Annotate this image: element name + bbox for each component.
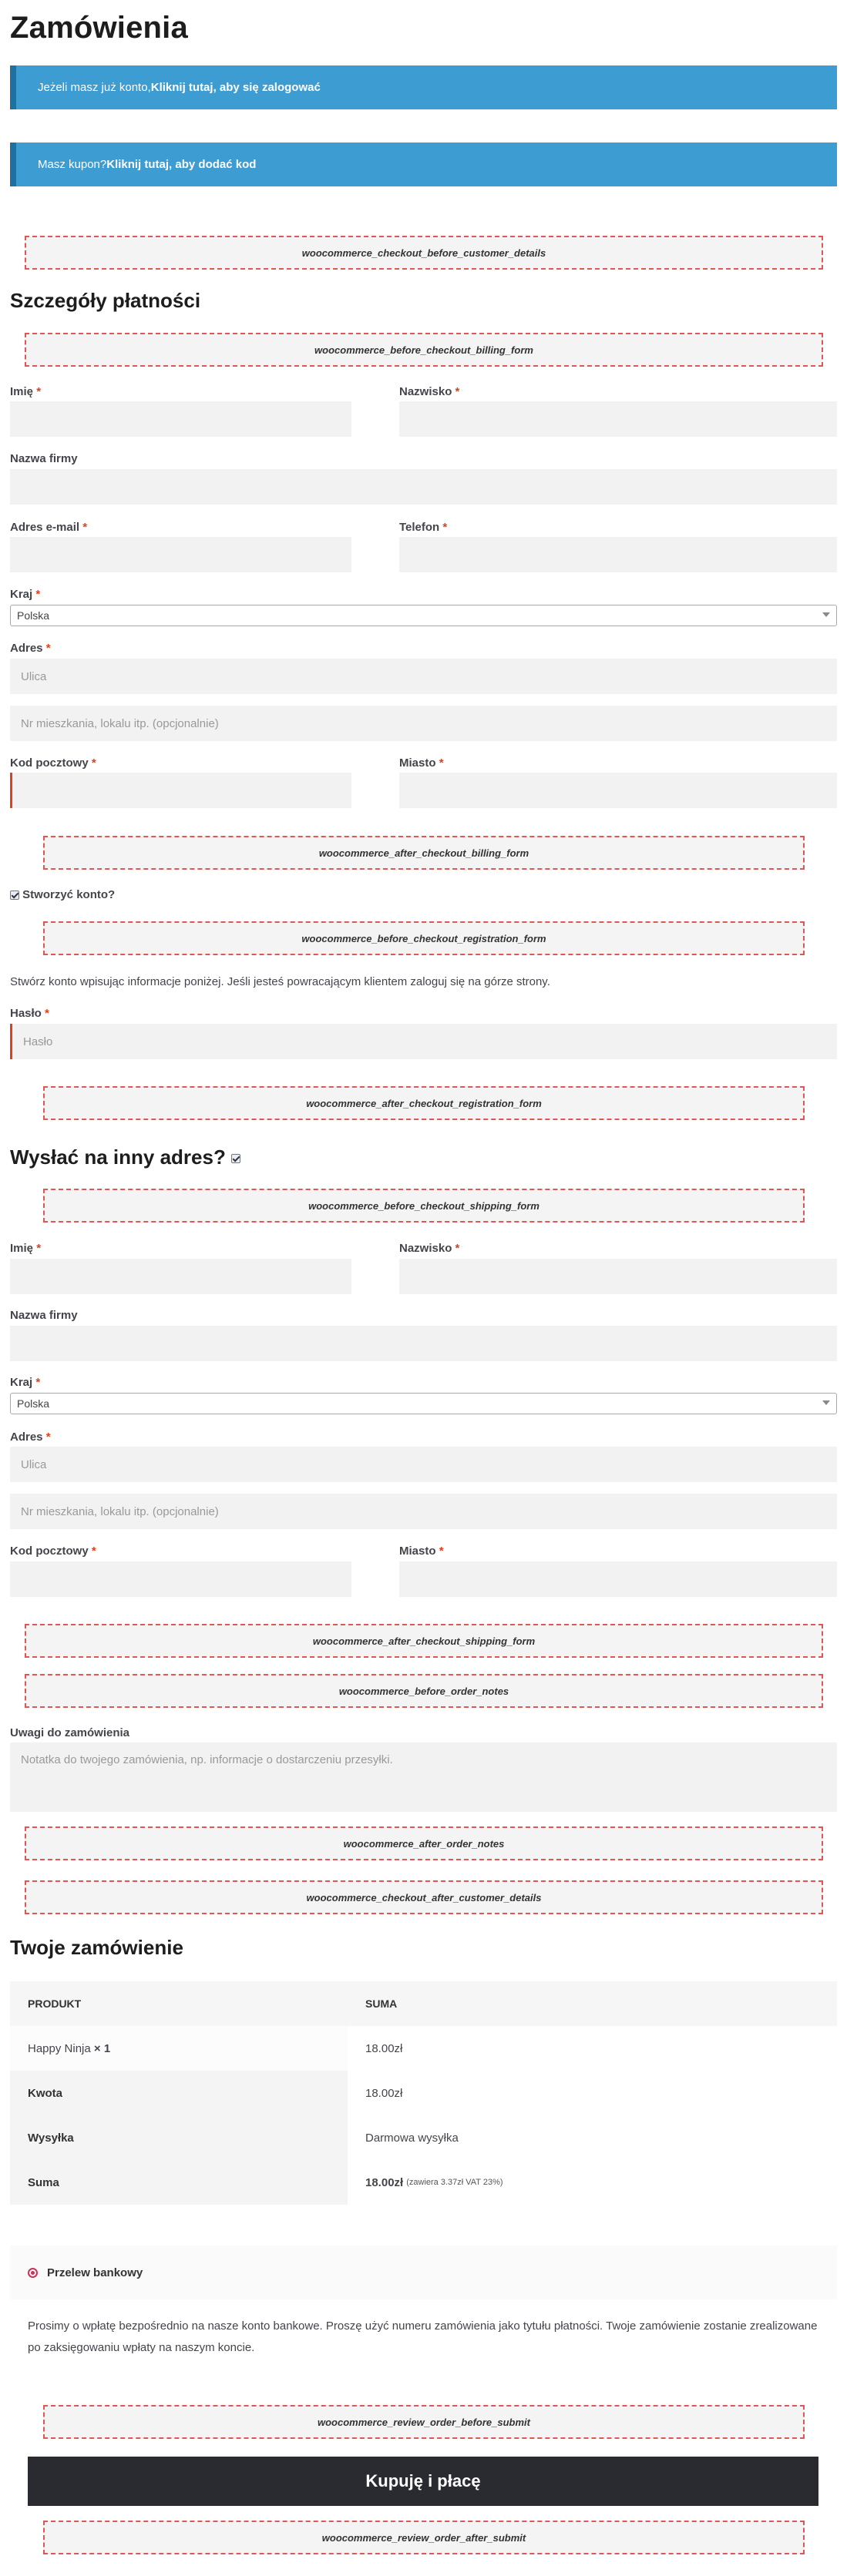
coupon-notice-text: Masz kupon? [38, 158, 107, 171]
total-label: Suma [10, 2160, 348, 2205]
billing-first-name-label: Imię * [10, 385, 42, 398]
billing-address-label: Adres * [10, 642, 51, 655]
total-cell [348, 2160, 837, 2205]
hook-after-registration-form: woocommerce_after_checkout_registration_form [43, 1086, 805, 1120]
create-account-checkbox[interactable] [10, 891, 19, 900]
hook-after-order-notes: woocommerce_after_order_notes [25, 1826, 823, 1860]
subtotal-row [10, 2071, 837, 2115]
shipping-first-name-label: Imię * [10, 1242, 42, 1255]
payment-method-option[interactable] [10, 2246, 837, 2299]
hook-before-order-notes: woocommerce_before_order_notes [25, 1674, 823, 1708]
shipping-postcode-input[interactable] [10, 1561, 351, 1597]
shipping-value: Darmowa wysyłka [348, 2115, 837, 2160]
order-review-table [10, 1981, 837, 2210]
hook-after-customer-details: woocommerce_checkout_after_customer_details [25, 1880, 823, 1914]
total-row [10, 2160, 837, 2205]
hook-before-shipping-form: woocommerce_before_checkout_shipping_form [43, 1189, 805, 1223]
create-account-row[interactable] [10, 888, 115, 901]
page-title: Zamówienia [10, 11, 188, 45]
shipping-country-select[interactable] [10, 1393, 837, 1414]
payment-description: Prosimy o wpłatę bezpośrednio na nasze konto bankowe. Proszę użyć numeru zamówienia jako tytułu płatności. Twoje zamówienie zostanie zrealizowane po zaksięgowaniu wpłaty na naszym koncie. [28, 2319, 818, 2354]
hook-review-after-submit: woocommerce_review_order_after_submit [43, 2521, 805, 2554]
billing-email-input[interactable] [10, 537, 351, 572]
total-value: 18.00zł [365, 2175, 404, 2189]
shipping-apartment-input[interactable]: Nr mieszkania, lokalu itp. (opcjonalnie) [10, 1494, 837, 1529]
shipping-label: Wysyłka [10, 2115, 348, 2160]
shipping-company-label: Nazwa firmy [10, 1309, 78, 1322]
shipping-city-label: Miasto * [399, 1545, 444, 1558]
order-heading: Twoje zamówienie [10, 1936, 183, 1959]
shipping-country-value: Polska [17, 1397, 50, 1410]
hook-review-before-submit: woocommerce_review_order_before_submit [43, 2405, 805, 2439]
shipping-country-label: Kraj * [10, 1376, 41, 1389]
subtotal-value: 18.00zł [348, 2071, 837, 2115]
login-notice [10, 65, 837, 109]
hook-after-billing-form: woocommerce_after_checkout_billing_form [43, 836, 805, 870]
shipping-first-name-input[interactable] [10, 1259, 351, 1294]
chevron-down-icon [822, 1400, 830, 1405]
billing-postcode-input[interactable] [10, 773, 351, 808]
shipping-row [10, 2115, 837, 2160]
login-notice-text: Jeżeli masz już konto, [38, 81, 151, 94]
billing-country-select[interactable] [10, 605, 837, 626]
billing-last-name-input[interactable] [399, 401, 837, 437]
product-total: 18.00zł [348, 2026, 837, 2071]
billing-heading: Szczegóły płatności [10, 289, 201, 312]
billing-apartment-input[interactable]: Nr mieszkania, lokalu itp. (opcjonalnie) [10, 706, 837, 741]
chevron-down-icon [822, 612, 830, 617]
table-header-row [10, 1981, 837, 2026]
shipping-company-input[interactable] [10, 1326, 837, 1361]
payment-method-label: Przelew bankowy [47, 2266, 143, 2279]
billing-company-label: Nazwa firmy [10, 452, 78, 465]
shipping-street-input[interactable]: Ulica [10, 1447, 837, 1482]
billing-first-name-input[interactable] [10, 401, 351, 437]
billing-country-label: Kraj * [10, 588, 41, 601]
create-account-label: Stworzyć konto? [22, 888, 116, 901]
col-product-header: PRODUKT [10, 1981, 348, 2026]
billing-city-label: Miasto * [399, 756, 444, 770]
billing-city-input[interactable] [399, 773, 837, 808]
billing-email-label: Adres e-mail * [10, 521, 88, 534]
ship-different-label: Wysłać na inny adres? [10, 1145, 226, 1169]
product-name: Happy Ninja [28, 2041, 91, 2055]
shipping-postcode-label: Kod pocztowy * [10, 1545, 96, 1558]
shipping-last-name-label: Nazwisko * [399, 1242, 460, 1255]
billing-country-value: Polska [17, 609, 50, 622]
ship-different-heading [10, 1145, 240, 1169]
product-qty: × 1 [93, 2041, 111, 2055]
coupon-link[interactable]: Kliknij tutaj, aby dodać kod [106, 158, 257, 171]
billing-street-input[interactable]: Ulica [10, 659, 837, 694]
hook-before-customer-details: woocommerce_checkout_before_customer_details [25, 236, 823, 270]
hook-before-registration-form: woocommerce_before_checkout_registration_form [43, 921, 805, 955]
coupon-notice [10, 143, 837, 186]
place-order-button[interactable]: Kupuję i płacę [28, 2457, 818, 2506]
subtotal-label: Kwota [10, 2071, 348, 2115]
ship-different-checkbox[interactable] [231, 1154, 240, 1163]
account-info-text: Stwórz konto wpisując informacje poniżej. Jeśli jesteś powracającym klientem zaloguj się na górze strony. [10, 975, 550, 988]
password-label: Hasło * [10, 1007, 49, 1020]
order-notes-textarea[interactable]: Notatka do twojego zamówienia, np. informacje o dostarczeniu przesyłki. [10, 1742, 837, 1812]
billing-phone-label: Telefon * [399, 521, 448, 534]
col-total-header: SUMA [348, 1981, 837, 2026]
billing-postcode-label: Kod pocztowy * [10, 756, 96, 770]
order-notes-label: Uwagi do zamówienia [10, 1726, 130, 1739]
login-link[interactable]: Kliknij tutaj, aby się zalogować [150, 81, 321, 94]
billing-phone-input[interactable] [399, 537, 837, 572]
shipping-last-name-input[interactable] [399, 1259, 837, 1294]
billing-last-name-label: Nazwisko * [399, 385, 460, 398]
hook-before-billing-form: woocommerce_before_checkout_billing_form [25, 333, 823, 367]
password-input[interactable]: Hasło [10, 1024, 837, 1059]
total-tax-note: (zawiera 3.37zł VAT 23%) [406, 2178, 503, 2187]
shipping-address-label: Adres * [10, 1431, 51, 1444]
radio-selected-icon[interactable] [28, 2268, 38, 2278]
hook-after-shipping-form: woocommerce_after_checkout_shipping_form [25, 1624, 823, 1658]
product-cell [10, 2026, 348, 2071]
table-row [10, 2026, 837, 2071]
shipping-city-input[interactable] [399, 1561, 837, 1597]
billing-company-input[interactable] [10, 469, 837, 505]
